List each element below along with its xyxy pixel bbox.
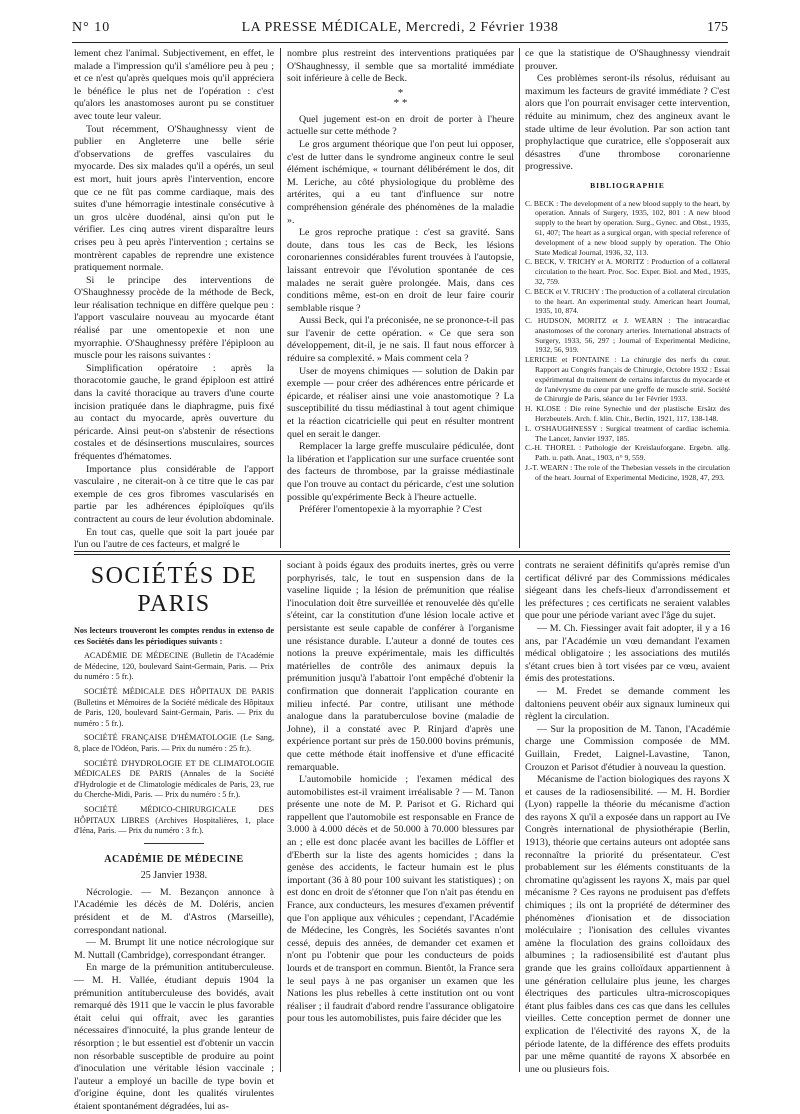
article-column-2 [287,48,514,546]
paragraph: Importance plus considérable de l'apport vasculaire , ne citerait-on à ce titre que le cas par exemple de ces gros fibromes vascularisés en partie par les adhérences épiploïques qu'ils contractent au cours de leur évolution abdominale. [74,463,274,525]
bibliography-entry: H. KLOSE : Die reine Synechie und der plastische Ersätz des Herzbeutels. Arch. f. klin. Chir., Berlin, 1921, 117, 138-148. [525,404,730,424]
column-divider [519,560,520,1072]
paragraph: Remplacer la large greffe musculaire pédiculée, dont la libération et l'application sur une surface cruentée sont des facteurs de thrombose, par la graisse médiastinale que l'on trouve au contact du péricarde, c'est une solution possible qu'expérimente Beck à l'heure actuelle. [287,441,514,503]
society-entry: SOCIÉTÉ MÉDICO-CHIRURGICALE DES HÔPITAUX LIBRES (Archives Hospitalières, 1, place d'Iéna, Paris. — Prix du numéro : 3 fr.). [74,804,274,836]
section-rule [74,554,730,555]
paragraph: Ces problèmes seront-ils résolus, réduisant au maximum les facteurs de gravité immédiate ? C'est alors que l'on pourrait envisager cette intervention, réduite au minimum, chez des angineux avant le stade ultime de leur évolution. Par son action tant prophylactique que curatrice, elle s'opposerait aux désastres d'une thrombose coronarienne progressive. [525,73,730,173]
column-divider [519,48,520,548]
societies-column-1 [74,560,274,1112]
society-entry: ACADÉMIE DE MÉDECINE (Bulletin de l'Académie de Médecine, 120, boulevard Saint-Germain, Paris. — Prix du numéro : 5 fr.). [74,651,274,682]
paragraph: Quel jugement est-on en droit de porter à l'heure actuelle sur cette méthode ? [287,113,514,138]
section-separator-stars: * * * [393,86,408,109]
column-divider [280,48,281,548]
bibliography-entry: J.-T. WEARN : The role of the Thebesian vessels in the circulation of the heart. Journal of Experimental Medicine, 1928, 47, 293. [525,463,730,482]
societies-intro: Nos lecteurs trouveront les comptes rendus in extenso de ces Sociétés dans les périodiques suivants : [74,626,274,646]
session-date: 25 Janvier 1938. [140,870,208,882]
paragraph: — Sur la proposition de M. Tanon, l'Académie charge une Commission composée de MM. Guillain, Fredet, Laignel-Lavastine, Tanon, Crouzon et Parisot d'étudier à nouveau la question. [525,723,730,773]
paragraph: L'automobile homicide ; l'examen médical des automobilistes est-il vraiment irréalisable ? — M. Tanon présente une note de M. P. Parisot et G. Richard qui rappellent que l'automobile est responsable en France de 3.000 à 4.000 décès et de 50.000 à 70.000 blessures par an ; elle est donc placée avant les bacilles de Löffler et d'Eberth sur la liste des agents homicides ; dans la genèse des accidents, le facteur humain est le plus important (36 à 80 pour 100 suivant les statistiques) ; on est donc en droit de s'étonner que l'on n'ait pas étendu en France, aux conducteurs, les mesures d'examen préventif que l'on applique aux véhicules ; cependant, l'Académie de Médecine, les Congrès, les Sociétés savantes n'ont cessé, depuis des années, de demander cet examen et n'ont pu l'obtenir que pour les conducteurs de poids lourds et de transport en commun. Bientôt, la France sera le seul pays à ne pas organiser un examen que les Nations les plus rebelles à cette institution ont ou vont réaliser ; il faudrait d'abord rendre l'assurance obligatoire pour tous les automobilistes, puis faire décider que les [287,774,514,1025]
paragraph: Aussi Beck, qui l'a préconisée, ne se prononce-t-il pas sur l'avenir de cette opération. « Ce que sera son développement, dit-il, je ne sais. Il faut nous efforcer à réduire sa complexité. » Mais comment cela ? [287,315,514,365]
paragraph: Préférer l'omentopexie à la myorraphie ? C'est [299,504,482,516]
section-title: SOCIÉTÉS DE PARIS [90,563,258,617]
society-entry: SOCIÉTÉ MÉDICALE DES HÔPITAUX DE PARIS (Bulletins et Mémoires de la Société médicale des Hôpitaux de Paris, 120, boulevard Saint-Germain, Paris. — Prix du numéro : 5 fr.). [74,686,274,728]
bibliography-entry: C. BECK et V. TRICHY : The production of a collateral circulation to the heart. An experimental study. American heart Journal, 1935, 10, 874. [525,286,730,316]
paragraph: Le gros argument théorique que l'on peut lui opposer, c'est de lutter dans le syndrome angineux contre le seul élément ischémique, « tournant délibérément le dos, dit M. Leriche, au côté physiologique du problème des artérites, qui a eu tant d'influence sur notre compréhension générale des phénomènes de la maladie ». [287,138,514,226]
paragraph: En tout cas, quelle que soit la part jouée par l'un ou l'autre de ces facteurs, et malgré le [74,526,274,551]
section-rule [74,551,730,552]
paragraph: Nécrologie. — M. Bezançon annonce à l'Académie les décès de M. Doléris, ancien président et de M. d'Astros (Marseille), correspondant national. [74,886,274,936]
column-divider [280,560,281,1072]
paragraph: nombre plus restreint des interventions pratiquées par O'Shaughnessy, il semble que sa mortalité immédiate soit inférieure à celle de Beck. [287,48,514,85]
bibliography-entry: C.-H. THOREL : Pathologie der Kreislauforgane. Ergebn. allg. Path. u. path. Anat., 1903, n° 9, 559. [525,443,730,463]
paragraph: Simplification opératoire : après la thoracotomie gauche, le grand épiploon est attiré dans la cavité thoracique au travers d'une courte incision pratiquée dans le diaphragme, puis fixé au contact du myocarde, après ouverture du péricarde. Ainsi peut-on s'abstenir de résections costales et de désinsertions musculaires, sources fréquentes d'hématomes. [74,362,274,462]
society-entry: SOCIÉTÉ D'HYDROLOGIE ET DE CLIMATOLOGIE MÉDICALES DE PARIS (Annales de la Société d'Hydrologie et de Climatologie médicales de Paris, 23, rue du Cherche-Midi, Paris. — Prix du numéro : 5 fr.). [74,758,274,800]
article-column-3 [525,48,730,546]
paragraph: Le gros reproche pratique : c'est sa gravité. Sans doute, dans tous les cas de Beck, les lésions coronariennes considérables furent trouvées à l'autopsie, laissant entrevoir que l'évolution spontanée de ces malades ne serait guère prolongée. Mais, dans ces conditions même, est-on en droit de leur faire courir semblable risque ? [287,227,514,314]
academy-heading: ACADÉMIE DE MÉDECINE [104,853,244,865]
paragraph: — M. Ch. Fiessinger avait fait adopter, il y a 16 ans, par l'Académie un vœu demandant l'examen médical obligatoire ; les associations des mutilés s'étant crues bien à tort visées par ce vœu, avaient émis des protestations. [525,622,730,685]
bibliography-title: BIBLIOGRAPHIE [590,180,665,190]
societies-column-2 [287,560,514,1070]
bibliography [525,199,730,483]
page-number: 175 [707,20,728,35]
journal-title: LA PRESSE MÉDICALE, Mercredi, 2 Février 1938 [241,20,559,35]
societies-column-3 [525,560,730,1075]
paragraph: sociant à poids égaux des produits inertes, grès ou verre porphyrisés, talc, le tout en suspension dans de la vaseline liquide ; la lésion de prémunition que réalise l'inoculation doit être surveillée et renouvelée dès qu'elle s'éteint, car la constitution d'une lésion locale active et persistante est seule capable de conférer à l'organisme une résistance durable. L'auteur a donné de toutes ces notions la preuve expérimentale, mais les difficultés matérielles de contrôle des animaux depuis la prémunition jusqu'à l'abattoir l'ont empêché d'obtenir la confirmation que donnerait l'application courante en milieu infecté. Par contre, utilisant une méthode analogue dans la paratuberculose bovine (maladie de Johne), il a constaté avec P. Rinjard d'après une expérience portant sur près de 150.000 bovins prémunis, que cette méthode était inoffensive et d'une efficacité remarquable. [287,560,514,773]
paragraph: Si le principe des interventions de O'Shaughnessy procède de la méthode de Beck, leur réalisation technique en diffère quelque peu : l'apport vasculaire nouveau au myocarde étant réalisé par une omentopexie et non une myorraphie. O'Shaughnessy préfère l'épiploon au muscle pour les raisons suivantes : [74,274,274,362]
society-entry: SOCIÉTÉ FRANÇAISE D'HÉMATOLOGIE (Le Sang, 8, place de l'Odéon, Paris. — Prix du numéro : 25 fr.). [74,733,274,753]
article-column-1 [74,48,274,551]
societies-list [74,626,274,837]
paragraph: lement chez l'animal. Subjectivement, en effet, le malade a l'impression qu'il s'améliore peu à peu ; et ce n'est qu'après quelques mois qu'il appréciera le bénéfice le plus net de l'opération : c'est qu'alors les anastomoses auront pu se constituer avec toute leur valeur. [74,48,274,122]
bibliography-entry: L. O'SHAUGHNESSY : Surgical treatment of cardiac ischemia. The Lancet, Janvier 1937, 185. [525,423,730,443]
paragraph: Tout récemment, O'Shaughnessy vient de publier en Angleterre une belle série d'observations de greffes vasculaires du myocarde. Des six malades qu'il a opérés, un seul est mort, huit jours après l'intervention, encore que ce ne fût pas comme cardiaque, mais des suites d'une hémorragie intestinale consécutive à un gros ulcère duodénal, ainsi qu'on put le vérifier. Les cinq autres virent disparaître leurs crises peu à peu après l'intervention ; certains se montrèrent capables de reprendre une existence pratiquement normale. [74,123,274,274]
paragraph: — M. Brumpt lit une notice nécrologique sur M. Nuttall (Cambridge), correspondant étranger. [74,937,274,961]
paragraph: Mécanisme de l'action biologiques des rayons X et causes de la radiosensibilité. — M. H. Bordier (Lyon) rappelle la théorie du mécanisme d'action des rayons X qu'il a exposée dans un rapport au IVe Congrès international de physiothérapie (Berlin, 1913), théorie que certains auteurs ont adoptée sans reconnaître la priorité du présentateur. C'est probablement sur les éléments constituants de la chromatine qu'agissent les rayons X, mais par quel mécanisme ? Ces rayons ne produisent pas d'effets chimiques ; ils ont la propriété de déterminer des phénomènes d'ionisation et de dissociation moléculaire ; l'ionisation des cellules vivantes amène la floculation des grains colloïdaux des albumines ; la radiosensibilité est d'autant plus grande que les grains colloïdaux appartiennent à une génération cellulaire plus jeune, les charges électriques des particules ultra-microscopiques étant plus faibles dans ces cas que dans les cellules vieilles. Cette conception permet de donner une explication de l'électivité des rayons X, de la période latente, de la différence des effets produits par une même quantité de rayons X absorbée en une ou plusieurs fois. [525,774,730,1075]
paragraph: En marge de la prémunition antituberculeuse. — M. H. Vallée, étudiant depuis 1904 la prémunition antituberculeuse des bovidés, avait remarqué dès 1911 que le vaccin le plus favorable était celui qui offrait, avec les garanties nécessaires d'innocuité, la plus grande lenteur de résorption ; le but essentiel est d'obtenir un vaccin non résorbable susceptible de produire au point d'inoculation une véritable lésion vaccinale ; l'auteur a employé un bacille de type bovin et d'origine équine, dont les qualités virulentes étaient spontanément dégradées, lui as- [74,962,274,1112]
paragraph: contrats ne seraient définitifs qu'après remise d'un certificat délivré par des Commissions médicales siégeant dans les chefs-lieux d'arrondissement et les préfectures ; ces certificats ne seraient valables que pour une période variant avec l'âge du sujet. [525,560,730,622]
bibliography-entry: C. BECK : The development of a new blood supply to the heart, by operation. Annals of Surgery, 1935, 102, 801 : A new blood supply to the heart by operation. Surg., Gynec. and Obst., 1935, 61, 407; The heart as a surgical organ, with special reference of development of a new blood supply by operation. The Ohio State Medical Journal, 1936, 32, 113. [525,198,730,257]
paragraph: ce que la statistique de O'Shaughnessy viendrait prouver. [525,48,730,72]
paragraph: User de moyens chimiques — solution de Dakin par exemple — pour créer des adhérences entre péricarde et épicarde, et réaliser ainsi une voie anastomotique ? La susceptibilité du tissu médiastinal à tout agent chimique et la réaction cicatricielle qui peut en résulter montrent quel en serait le danger. [287,365,514,440]
bibliography-entry: C. BECK, V. TRICHY et A. MORITZ : Production of a collateral circulation to the heart. Proc. Soc. Exper. Biol. and Med., 1935, 32, 759. [525,257,730,286]
header-rule [72,42,728,43]
paragraph: — M. Fredet se demande comment les daltoniens peuvent obéir aux signaux lumineux qui règlent la circulation. [525,685,730,723]
divider [144,843,204,844]
bibliography-entry: LERICHE et FONTAINE : La chirurgie des nerfs du cœur. Rapport au Congrès français de Chirurgie, Octobre 1932 : Essai expérimental du traitement de certains infarctus du myocarde et de l'anévrysme du cœur par une greffe de muscle strié. Société de Chirurgie de Paris, séance du 1er Février 1933. [525,355,730,404]
bibliography-entry: C. HUDSON, MORITZ et J. WEARN : The intracardiac anastomoses of the coronary arteries. International abstracts of Surgery, 1933, 56, 297 ; Journal of Experimental Medicine, 1932, 56, 919. [525,316,730,355]
issue-number: N° 10 [72,20,111,35]
